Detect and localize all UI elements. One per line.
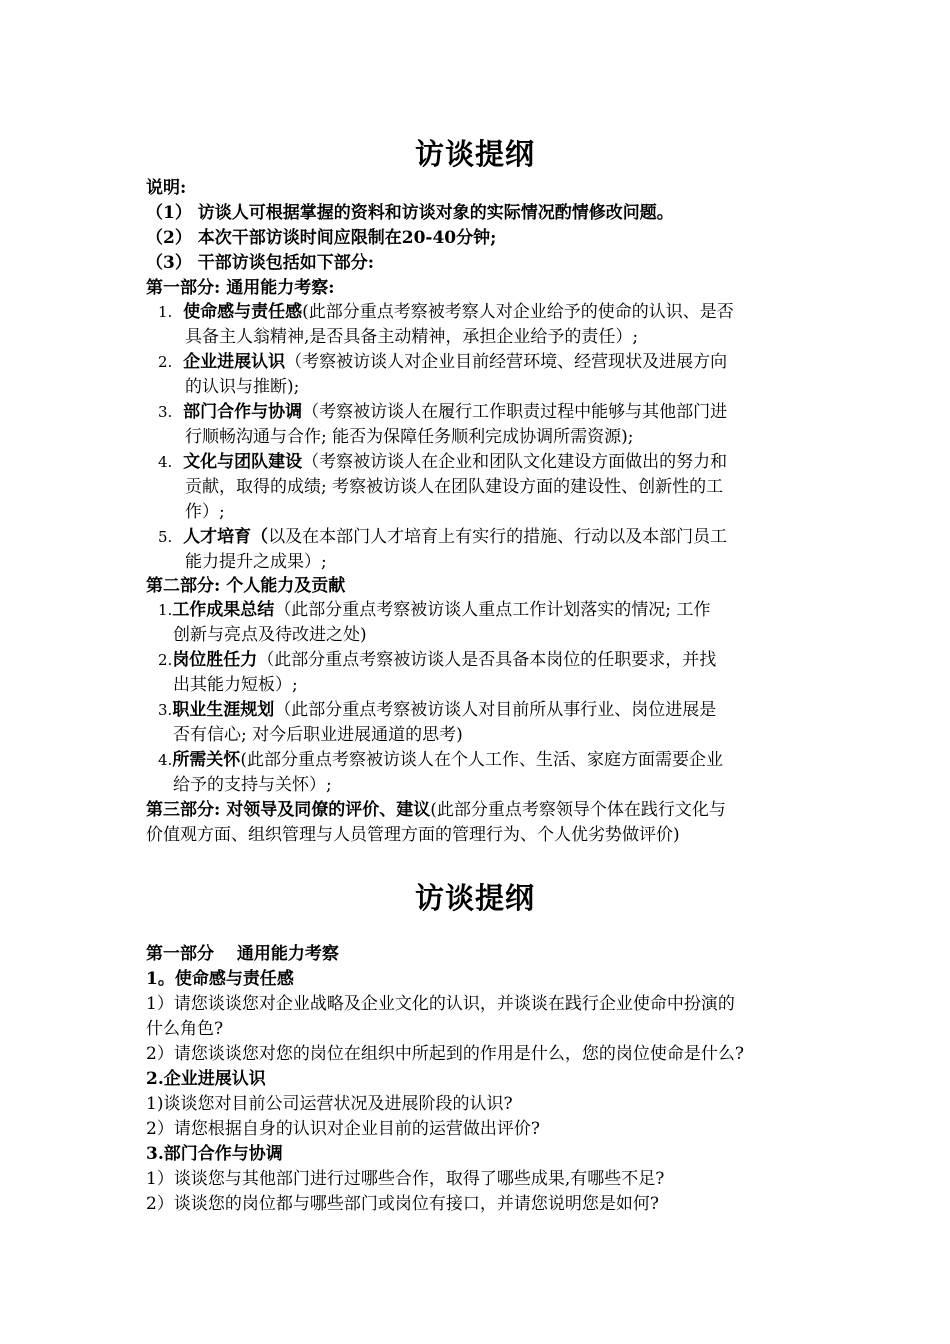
item-text: (此部分重点考察被考察人对企业给予的使命的认识、是否: [302, 302, 734, 322]
part1-item-1: [158, 300, 734, 324]
q-section-3-heading: 3.部门合作与协调: [146, 1144, 283, 1164]
item-lead: 职业生涯规划: [172, 700, 275, 720]
part1-item-3: [158, 400, 727, 424]
item-text: （考察被访谈人在履行工作职责过程中能够与其他部门进: [302, 402, 728, 422]
part1-item-4: [158, 450, 727, 474]
part3-heading: 第三部分: 对领导及同僚的评价、建议: [146, 800, 431, 820]
part2-item-3: [158, 698, 716, 722]
part1-item-4-cont2: 作）;: [185, 502, 225, 522]
q-line: 1）请您谈谈您对企业战略及企业文化的认识，并谈谈在践行企业使命中扮演的: [146, 994, 735, 1014]
q-line: 2）请您谈谈您对您的岗位在组织中所起到的作用是什么，您的岗位使命是什么?: [146, 1044, 744, 1064]
note-1: （1） 访谈人可根据掌握的资料和访谈对象的实际情况酌情修改问题。: [146, 203, 674, 223]
q-line: 什么角色?: [146, 1019, 224, 1039]
page-title: 访谈提纲: [414, 137, 535, 171]
q-part1-heading: 第一部分 通用能力考察: [146, 944, 339, 964]
item-lead: 所需关怀: [172, 750, 241, 770]
part2-heading: 第二部分: 个人能力及贡献: [146, 576, 346, 596]
intro-label: 说明:: [146, 178, 187, 198]
item-number: 3.: [158, 403, 173, 421]
item-lead: 岗位胜任力: [172, 650, 258, 670]
part2-item-4-cont: 给予的支持与关怀）;: [173, 775, 332, 795]
part1-item-3-cont: 行顺畅沟通与合作; 能否为保障任务顺利完成协调所需资源);: [185, 427, 634, 447]
part2-item-1-cont: 创新与亮点及待改进之处): [173, 625, 367, 645]
item-number: 2.: [158, 651, 173, 669]
item-text: 以及在本部门人才培育上有实行的措施、行动以及本部门员工: [268, 527, 728, 547]
q-line: 1)谈谈您对目前公司运营状况及进展阶段的认识?: [146, 1094, 513, 1114]
item-lead: 部门合作与协调: [183, 402, 303, 422]
q-line: 2）谈谈您的岗位都与哪些部门或岗位有接口，并请您说明您是如何?: [146, 1194, 659, 1214]
item-number: 4.: [158, 453, 173, 471]
item-text: （此部分重点考察被访谈人重点工作计划落实的情况; 工作: [274, 600, 711, 620]
item-lead: 企业进展认识: [183, 352, 286, 372]
item-number: 1.: [158, 601, 173, 619]
item-number: 1.: [158, 303, 173, 321]
note-3: （3） 干部访谈包括如下部分:: [146, 253, 375, 273]
part2-item-3-cont: 否有信心; 对今后职业进展通道的思考): [173, 725, 463, 745]
item-text: （考察被访谈人在企业和团队文化建设方面做出的努力和: [302, 452, 728, 472]
part1-item-5-cont: 能力提升之成果）;: [185, 552, 327, 572]
part1-item-5: [158, 525, 727, 549]
q-line: 2）请您根据自身的认识对企业目前的运营做出评价?: [146, 1119, 540, 1139]
item-number: 5.: [158, 528, 173, 546]
item-text: （此部分重点考察被访谈人是否具备本岗位的任职要求，并找: [257, 650, 717, 670]
part1-item-4-cont: 贡献，取得的成绩; 考察被访谈人在团队建设方面的建设性、创新性的工: [185, 477, 724, 497]
part2-item-4: [158, 748, 723, 772]
q-section-2-heading: 2.企业进展认识: [146, 1069, 266, 1089]
part2-item-2-cont: 出其能力短板）;: [173, 675, 298, 695]
part3-text: (此部分重点考察领导个体在践行文化与: [430, 800, 726, 820]
item-text: (此部分重点考察被访谈人在个人工作、生活、家庭方面需要企业: [240, 750, 723, 770]
item-lead: 文化与团队建设: [183, 452, 303, 472]
item-lead: 使命感与责任感: [183, 302, 303, 322]
item-number: 4.: [158, 751, 173, 769]
part1-heading: 第一部分: 通用能力考察:: [146, 278, 335, 298]
note-2: （2） 本次干部访谈时间应限制在20-40分钟;: [146, 228, 497, 248]
item-number: 3.: [158, 701, 173, 719]
item-text: （考察被访谈人对企业目前经营环境、经营现状及进展方向: [285, 352, 728, 372]
q-section-1-heading: 1。使命感与责任感: [146, 969, 294, 989]
part1-item-1-cont: 具备主人翁精神,是否具备主动精神，承担企业给予的责任）;: [185, 327, 639, 347]
item-lead: 工作成果总结: [172, 600, 275, 620]
part2-item-1: [158, 598, 710, 622]
part3-line-1: [146, 798, 726, 822]
q-line: 1）谈谈您与其他部门进行过哪些合作，取得了哪些成果,有哪些不足?: [146, 1169, 665, 1189]
part1-item-2-cont: 的认识与推断);: [185, 377, 300, 397]
item-number: 2.: [158, 353, 173, 371]
second-title: 访谈提纲: [414, 881, 535, 915]
item-lead: 人才培育（: [183, 527, 269, 547]
item-text: （此部分重点考察被访谈人对目前所从事行业、岗位进展是: [274, 700, 717, 720]
part3-line-2: 价值观方面、组织管理与人员管理方面的管理行为、个人优劣势做评价): [146, 825, 680, 845]
part1-item-2: [158, 350, 727, 374]
part2-item-2: [158, 648, 716, 672]
